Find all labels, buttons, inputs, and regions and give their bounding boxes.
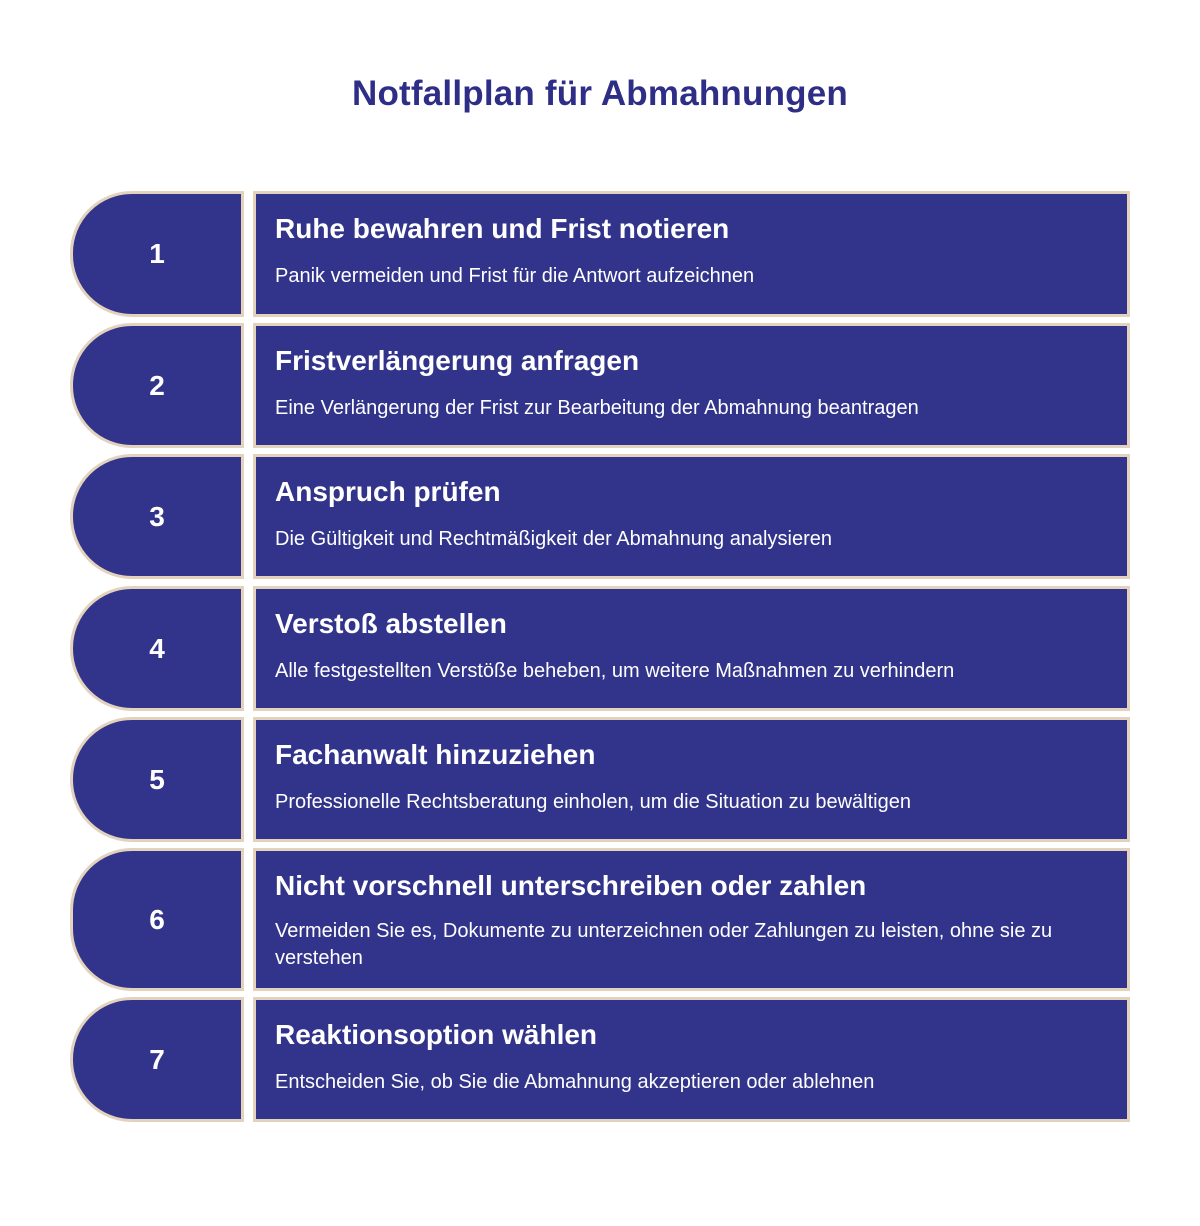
step-number-badge bbox=[70, 586, 244, 711]
step-7 bbox=[70, 997, 1130, 1122]
step-number-badge bbox=[70, 997, 244, 1122]
page-title: Notfallplan für Abmahnungen bbox=[351, 74, 848, 113]
step-number: 2 bbox=[149, 369, 165, 401]
step-number: 1 bbox=[149, 238, 165, 269]
step-3 bbox=[70, 454, 1130, 579]
step-title: Verstoß abstellen bbox=[275, 608, 507, 639]
step-1 bbox=[70, 191, 1130, 317]
step-number: 6 bbox=[149, 903, 165, 935]
step-number: 3 bbox=[149, 500, 165, 532]
step-description: Professionelle Rechtsberatung einholen, um die Situation zu bewältigen bbox=[275, 791, 911, 813]
step-2 bbox=[70, 323, 1130, 448]
step-5 bbox=[70, 717, 1130, 842]
step-card bbox=[253, 997, 1130, 1122]
step-number-badge bbox=[70, 848, 244, 991]
step-title: Nicht vorschnell unterschreiben oder zahlen bbox=[275, 870, 867, 901]
step-description: Panik vermeiden und Frist für die Antwort aufzeichnen bbox=[275, 265, 755, 287]
step-card bbox=[253, 454, 1130, 579]
step-card bbox=[253, 586, 1130, 711]
step-number: 7 bbox=[149, 1043, 165, 1075]
step-title: Fachanwalt hinzuziehen bbox=[275, 739, 596, 770]
step-number-badge bbox=[70, 454, 244, 579]
step-card bbox=[253, 191, 1130, 317]
step-4 bbox=[70, 586, 1130, 711]
step-number-badge bbox=[70, 323, 244, 448]
step-description: Eine Verlängerung der Frist zur Bearbeitung der Abmahnung beantragen bbox=[275, 397, 919, 419]
step-number: 4 bbox=[149, 632, 165, 664]
step-number: 5 bbox=[149, 763, 165, 795]
step-description: Alle festgestellten Verstöße beheben, um weitere Maßnahmen zu verhindern bbox=[275, 660, 955, 682]
step-card bbox=[253, 848, 1130, 991]
step-description: Vermeiden Sie es, Dokumente zu unterzeichnen oder Zahlungen zu leisten, ohne sie zu verstehen bbox=[275, 920, 1053, 969]
step-title: Ruhe bewahren und Frist notieren bbox=[275, 213, 730, 244]
step-number-badge bbox=[70, 717, 244, 842]
step-description: Entscheiden Sie, ob Sie die Abmahnung akzeptieren oder ablehnen bbox=[275, 1071, 875, 1093]
step-card bbox=[253, 323, 1130, 448]
step-title: Reaktionsoption wählen bbox=[275, 1019, 598, 1050]
step-6 bbox=[70, 848, 1130, 991]
step-description: Die Gültigkeit und Rechtmäßigkeit der Abmahnung analysieren bbox=[275, 528, 832, 550]
step-card bbox=[253, 717, 1130, 842]
step-title: Fristverlängerung anfragen bbox=[275, 345, 640, 376]
step-title: Anspruch prüfen bbox=[275, 476, 501, 507]
step-number-badge bbox=[70, 191, 244, 317]
